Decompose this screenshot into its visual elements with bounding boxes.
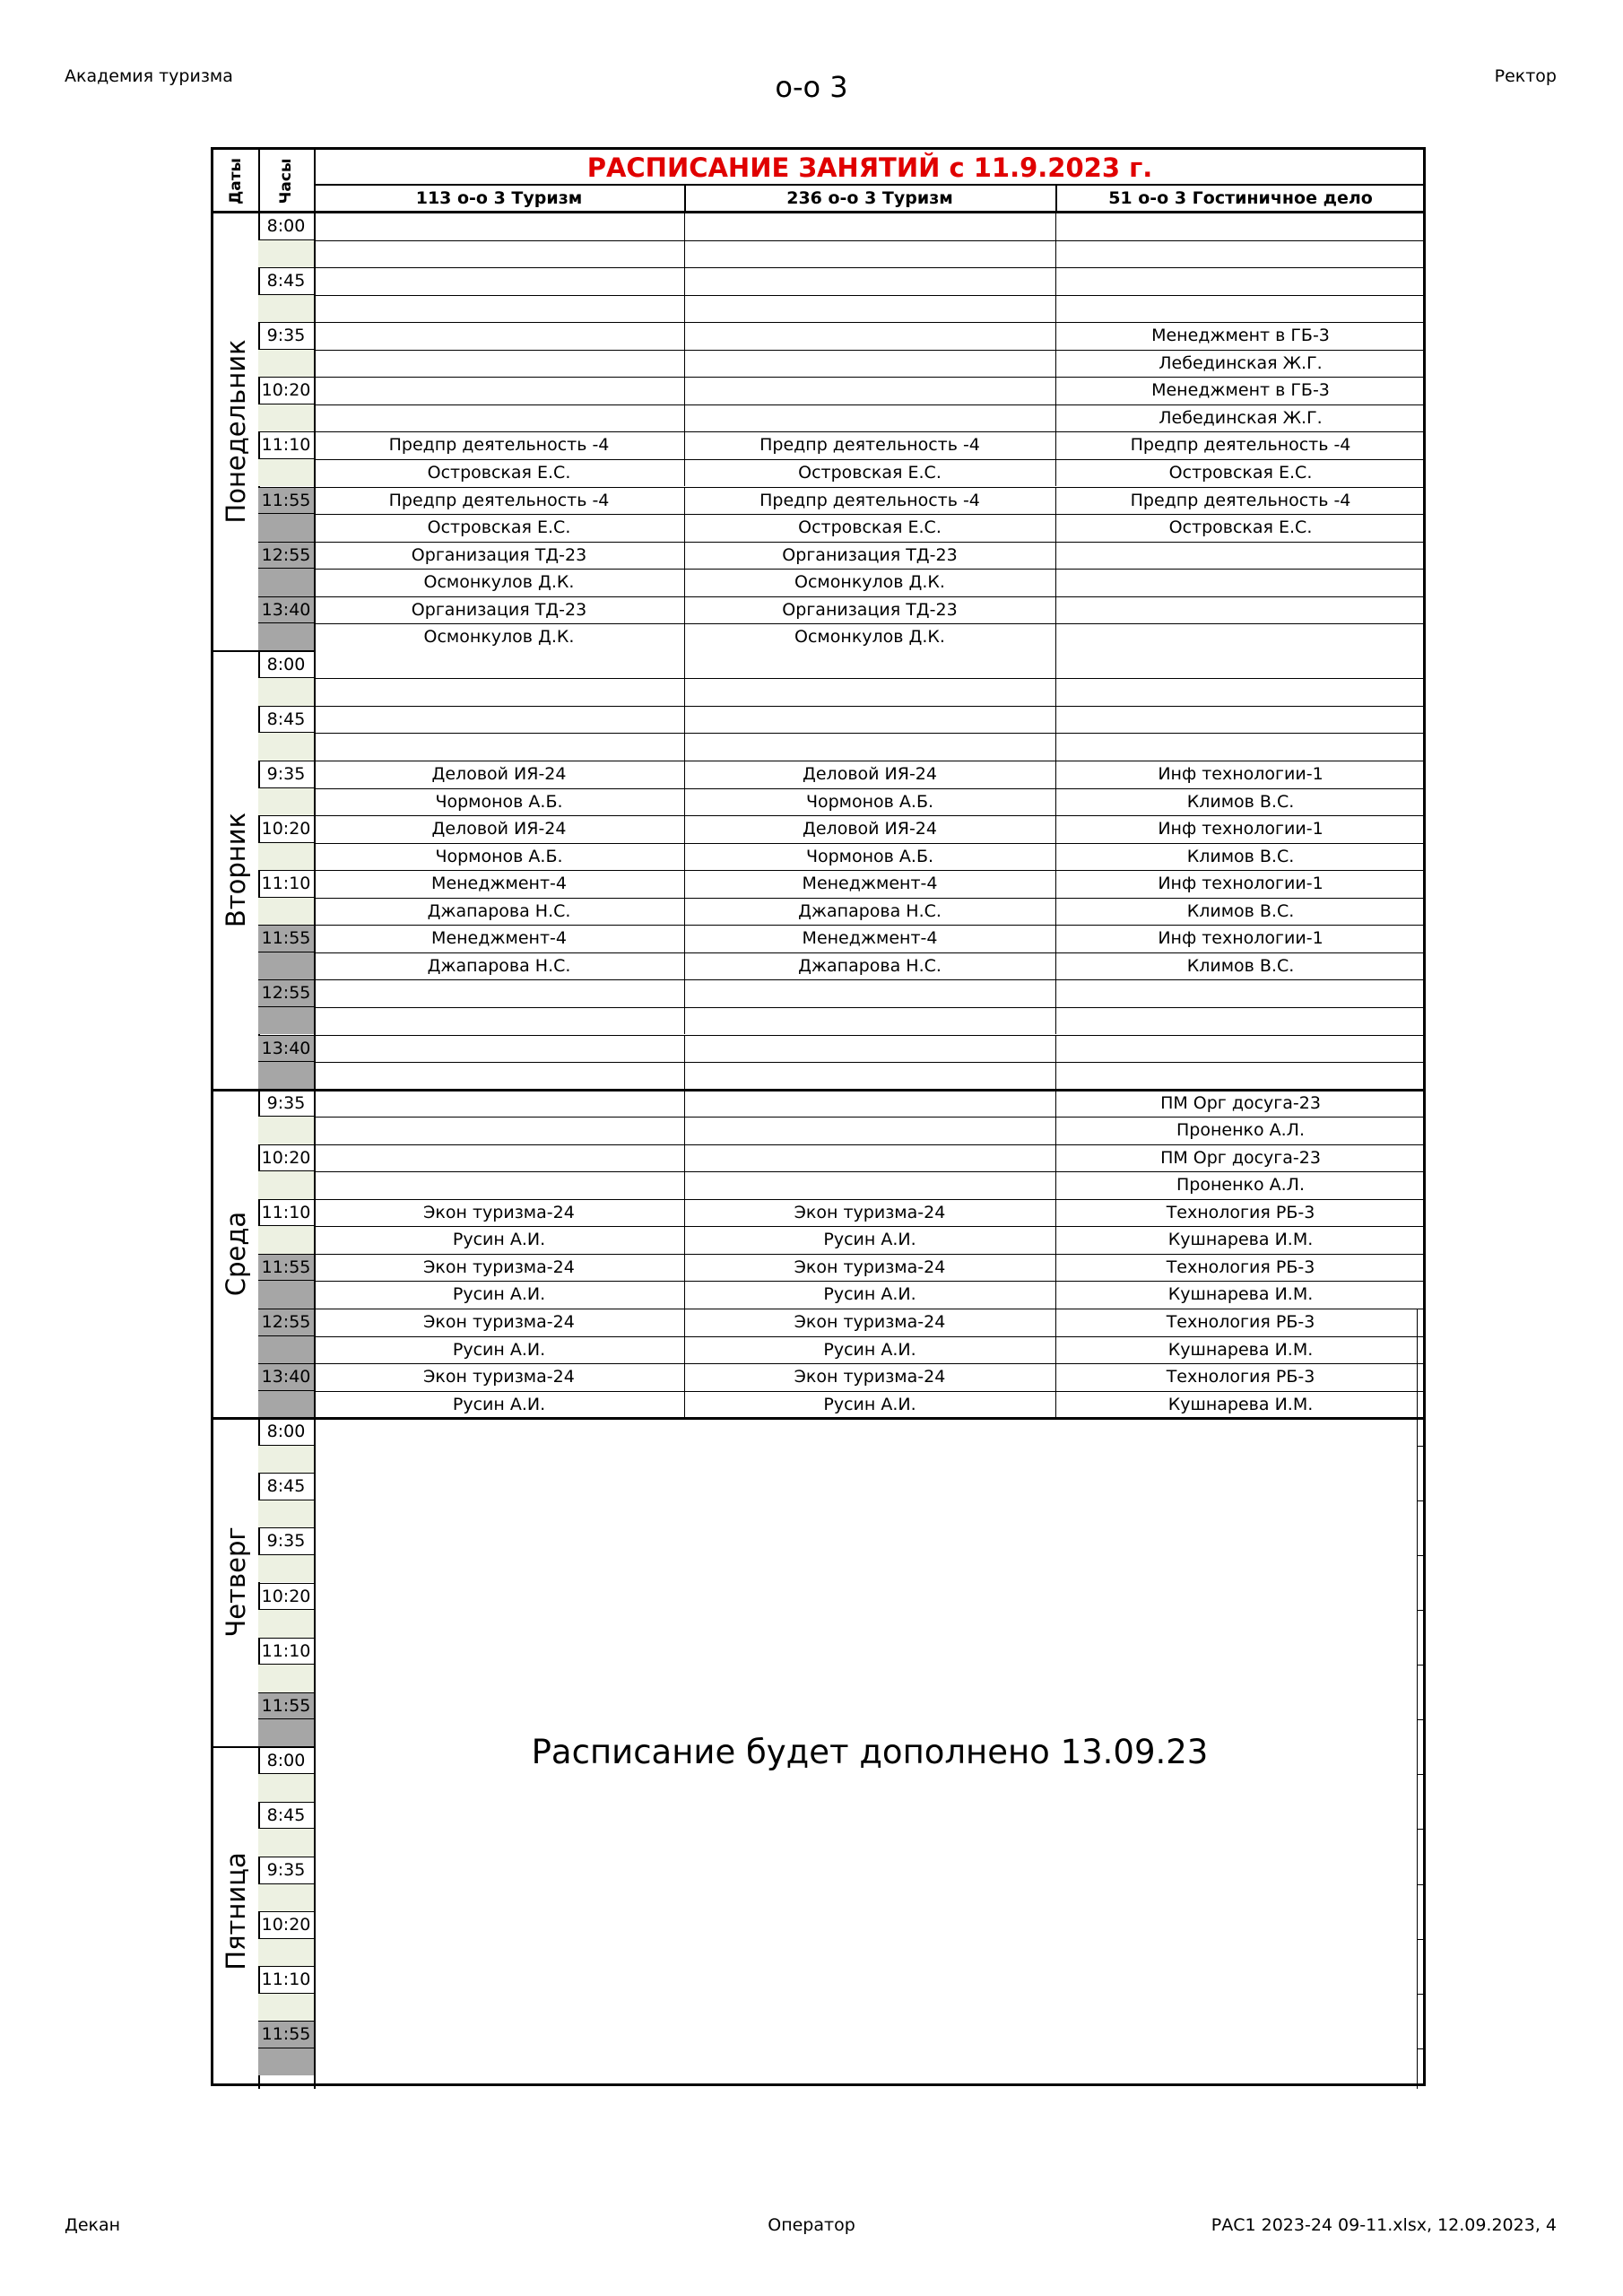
- subject-cell: Менеджмент-4: [431, 874, 567, 894]
- subject-cell: Экон туризма-24: [794, 1312, 946, 1332]
- hour-shade: [258, 1555, 314, 1583]
- rector-label: Ректор: [1494, 66, 1557, 86]
- slot-divider-hours: [258, 1144, 314, 1145]
- col-line: [1055, 706, 1056, 761]
- time-label: 11:10: [261, 435, 311, 456]
- hour-shade: [258, 1939, 314, 1967]
- header-rule-title: [314, 184, 1426, 186]
- time-label: 13:40: [261, 1038, 311, 1058]
- time-rule: [258, 239, 314, 240]
- teacher-cell: Чормонов А.Б.: [805, 791, 934, 812]
- slot-divider-hours: [258, 377, 314, 378]
- slot-divider-hours: [258, 487, 314, 488]
- time-label: 11:10: [261, 1202, 311, 1222]
- col-edge-tick: [1417, 1829, 1426, 1830]
- time-rule: [258, 568, 314, 569]
- teacher-cell: Кушнарева И.М.: [1167, 1394, 1314, 1414]
- hour-shade: [258, 898, 314, 926]
- teacher-cell: Островская Е.С.: [1168, 462, 1313, 483]
- subject-cell: Предпр деятельность -4: [759, 435, 980, 456]
- teacher-cell: Чормонов А.Б.: [435, 846, 563, 866]
- col-edge-tick: [1417, 1939, 1426, 1940]
- teacher-cell: Лебединская Ж.Г.: [1159, 407, 1323, 428]
- hour-shade: [258, 350, 314, 378]
- time-label: 11:55: [261, 928, 311, 949]
- slot-divider-hours: [258, 1911, 314, 1912]
- teacher-cell: Кушнарева И.М.: [1167, 1339, 1314, 1360]
- day-label: [213, 1418, 258, 1747]
- col-line: [684, 322, 685, 377]
- time-label: 8:45: [266, 1805, 306, 1825]
- col-line: [684, 213, 685, 267]
- time-rule: [258, 294, 314, 295]
- time-label: 8:45: [266, 1476, 306, 1497]
- time-rule: [258, 622, 314, 623]
- subject-cell: Деловой ИЯ-24: [431, 764, 567, 784]
- col-line: [684, 979, 685, 1034]
- col-edge-tick: [1417, 2048, 1426, 2049]
- row-rule: [314, 240, 1426, 241]
- col-line-group1: [684, 184, 686, 213]
- hour-shade: [258, 1665, 314, 1692]
- subject-cell: Технология РБ-3: [1166, 1257, 1315, 1277]
- subject-cell: Деловой ИЯ-24: [803, 819, 937, 839]
- col-line: [684, 706, 685, 761]
- schedule-title: РАСПИСАНИЕ ЗАНЯТИЙ с 11.9.2023 г.: [586, 152, 1153, 183]
- time-label: 10:20: [261, 1915, 311, 1935]
- hour-shade: [258, 788, 314, 816]
- teacher-cell: Русин А.И.: [452, 1284, 546, 1305]
- teacher-cell: Кушнарева И.М.: [1167, 1230, 1314, 1250]
- col-line: [684, 1035, 685, 1090]
- day-separator: [213, 1417, 1426, 1420]
- subject-cell: Организация ТД-23: [782, 599, 958, 620]
- time-rule: [258, 732, 314, 733]
- col-edge-tick: [1417, 1884, 1426, 1885]
- time-label: 11:10: [261, 874, 311, 894]
- time-rule: [258, 1828, 314, 1829]
- time-label: 9:35: [266, 326, 306, 346]
- col-edge-tick: [1417, 1994, 1426, 1995]
- slot-divider-hours: [258, 1802, 314, 1803]
- time-rule: [258, 513, 314, 514]
- row-rule: [314, 1062, 1426, 1063]
- time-rule: [258, 897, 314, 898]
- row-rule: [314, 733, 1426, 734]
- slot-divider-hours: [258, 1473, 314, 1474]
- subject-cell: Экон туризма-24: [794, 1367, 946, 1387]
- time-label: 8:00: [266, 654, 306, 674]
- slot-rule: [314, 706, 1426, 707]
- row-rule: [314, 1007, 1426, 1008]
- hour-shade: [258, 1446, 314, 1474]
- hour-shade: [258, 240, 314, 268]
- group-header-2: 236 о-о 3 Туризм: [786, 188, 953, 208]
- subject-cell: Предпр деятельность -4: [388, 490, 610, 510]
- subject-cell: Организация ТД-23: [782, 544, 958, 565]
- col-line: [1055, 651, 1056, 706]
- teacher-cell: Чормонов А.Б.: [805, 846, 934, 866]
- teacher-cell: Осмонкулов Д.К.: [423, 627, 575, 648]
- day-name: Понедельник: [221, 339, 251, 524]
- slot-divider-hours: [258, 1638, 314, 1639]
- subject-cell: Инф технологии-1: [1158, 819, 1324, 839]
- time-label: 8:00: [266, 216, 306, 236]
- institution-name: Академия туризма: [65, 66, 233, 86]
- col-edge-tick: [1417, 1555, 1426, 1556]
- subject-cell: Организация ТД-23: [411, 599, 587, 620]
- hour-shade: [258, 1226, 314, 1254]
- time-label: 9:35: [266, 1860, 306, 1880]
- teacher-cell: Джапарова Н.С.: [427, 900, 571, 921]
- col-line: [1055, 1035, 1056, 1090]
- subject-cell: Экон туризма-24: [423, 1312, 575, 1332]
- hour-shade: [258, 1829, 314, 1857]
- slot-divider-hours: [258, 431, 314, 432]
- time-label: 11:10: [261, 1970, 311, 1990]
- subject-cell: Менеджмент-4: [431, 928, 567, 949]
- time-label: 8:45: [266, 271, 306, 291]
- col-edge-tick: [1417, 1719, 1426, 1720]
- slot-divider-hours: [258, 1747, 314, 1748]
- time-rule: [258, 349, 314, 350]
- subject-cell: Деловой ИЯ-24: [803, 764, 937, 784]
- teacher-cell: Русин А.И.: [823, 1394, 916, 1414]
- time-rule: [258, 1938, 314, 1939]
- dates-column-header: Даты: [227, 158, 245, 204]
- slot-divider-hours: [258, 267, 314, 268]
- operator-label: Оператор: [768, 2215, 855, 2235]
- time-label: 11:55: [261, 1695, 311, 1716]
- hour-shade: [258, 1994, 314, 2022]
- slot-divider-hours: [258, 925, 314, 926]
- time-rule: [258, 1773, 314, 1774]
- hour-shade: [258, 1884, 314, 1912]
- slot-rule: [314, 979, 1426, 980]
- teacher-cell: Климов В.С.: [1186, 900, 1295, 921]
- time-label: 8:45: [266, 709, 306, 729]
- subject-cell: Менеджмент в ГБ-3: [1151, 326, 1330, 346]
- subject-cell: Предпр деятельность -4: [1130, 435, 1351, 456]
- day-label: [213, 1090, 258, 1419]
- day-name: Пятница: [221, 1852, 251, 1970]
- col-edge-tick: [1417, 1774, 1426, 1775]
- teacher-cell: Островская Е.С.: [1168, 517, 1313, 538]
- hour-shade: [258, 459, 314, 487]
- slot-divider-hours: [258, 1254, 314, 1255]
- day-name: Среда: [221, 1211, 251, 1297]
- teacher-cell: Осмонкулов Д.К.: [794, 572, 945, 593]
- teacher-cell: Кушнарева И.М.: [1167, 1284, 1314, 1305]
- col-line: [684, 1090, 685, 1144]
- day-name: Вторник: [221, 813, 251, 928]
- time-rule: [258, 842, 314, 843]
- slot-divider-hours: [258, 1363, 314, 1364]
- col-line: [684, 651, 685, 706]
- teacher-cell: Проненко А.Л.: [1176, 1175, 1305, 1196]
- time-label: 10:20: [261, 1586, 311, 1606]
- slot-divider-hours: [258, 1418, 314, 1419]
- col-line: [1055, 979, 1056, 1034]
- time-label: 11:55: [261, 2024, 311, 2045]
- time-rule: [258, 1718, 314, 1719]
- day-label: [213, 651, 258, 1090]
- hours-column-header: Часы: [277, 158, 295, 204]
- col-edge-tick: [1417, 1500, 1426, 1501]
- subject-cell: ПМ Орг досуга-23: [1160, 1092, 1321, 1113]
- subject-cell: Технология РБ-3: [1166, 1202, 1315, 1222]
- day-name: Четверг: [221, 1526, 251, 1639]
- file-info: РАС1 2023-24 09-11.xlsx, 12.09.2023, 4: [1211, 2215, 1557, 2235]
- teacher-cell: Джапарова Н.С.: [798, 955, 942, 976]
- hour-shade: [258, 1500, 314, 1528]
- slot-divider-hours: [258, 651, 314, 652]
- subject-cell: Экон туризма-24: [423, 1257, 575, 1277]
- slot-rule: [314, 267, 1426, 268]
- col-line: [1055, 213, 1056, 267]
- teacher-cell: Джапарова Н.С.: [427, 955, 571, 976]
- subject-cell: Экон туризма-24: [423, 1367, 575, 1387]
- time-rule: [258, 1609, 314, 1610]
- teacher-cell: Джапарова Н.С.: [798, 900, 942, 921]
- subject-cell: Предпр деятельность -4: [759, 490, 980, 510]
- time-rule: [258, 1335, 314, 1336]
- teacher-cell: Климов В.С.: [1186, 846, 1295, 866]
- col-line: [684, 267, 685, 322]
- time-label: 11:55: [261, 1257, 311, 1277]
- col-edge-tick: [1417, 1446, 1426, 1447]
- time-rule: [258, 1445, 314, 1446]
- time-label: 9:35: [266, 1092, 306, 1113]
- teacher-cell: Лебединская Ж.Г.: [1159, 352, 1323, 373]
- subject-cell: Инф технологии-1: [1158, 874, 1324, 894]
- subject-cell: Инф технологии-1: [1158, 928, 1324, 949]
- time-label: 12:55: [261, 1312, 311, 1332]
- teacher-cell: Островская Е.С.: [798, 517, 942, 538]
- time-label: 8:00: [266, 1422, 306, 1442]
- row-rule: [314, 678, 1426, 679]
- time-label: 9:35: [266, 764, 306, 784]
- hour-shade: [258, 295, 314, 323]
- time-rule: [258, 1061, 314, 1062]
- teacher-cell: Островская Е.С.: [798, 462, 942, 483]
- time-rule: [258, 1554, 314, 1555]
- empty-area-right: [1417, 1309, 1418, 2089]
- day-label: [213, 1747, 258, 2076]
- slot-divider-hours: [258, 1527, 314, 1528]
- time-label: 13:40: [261, 1367, 311, 1387]
- time-label: 13:40: [261, 599, 311, 620]
- subject-cell: Экон туризма-24: [423, 1202, 575, 1222]
- time-label: 10:20: [261, 1147, 311, 1168]
- col-line: [1055, 542, 1056, 596]
- time-label: 10:20: [261, 380, 311, 401]
- slot-divider-hours: [258, 1692, 314, 1693]
- hour-shade: [258, 1171, 314, 1199]
- time-rule: [258, 1116, 314, 1117]
- hour-shade: [258, 404, 314, 432]
- subject-cell: ПМ Орг досуга-23: [1160, 1147, 1321, 1168]
- teacher-cell: Климов В.С.: [1186, 955, 1295, 976]
- schedule-table: [211, 147, 1426, 2086]
- hour-shade: [258, 678, 314, 706]
- teacher-cell: Климов В.С.: [1186, 791, 1295, 812]
- subject-cell: Деловой ИЯ-24: [431, 819, 567, 839]
- slot-divider-hours: [258, 1035, 314, 1036]
- subject-cell: Технология РБ-3: [1166, 1312, 1315, 1332]
- time-label: 11:55: [261, 490, 311, 510]
- time-rule: [258, 1883, 314, 1884]
- time-rule: [258, 1170, 314, 1171]
- teacher-cell: Русин А.И.: [452, 1394, 546, 1414]
- subject-cell: Менеджмент в ГБ-3: [1151, 380, 1330, 401]
- col-line: [1055, 267, 1056, 322]
- slot-divider-hours: [258, 542, 314, 543]
- group-header-1: 113 о-о 3 Туризм: [415, 188, 583, 208]
- teacher-cell: Проненко А.Л.: [1176, 1120, 1305, 1141]
- time-label: 10:20: [261, 819, 311, 839]
- hour-shade: [258, 1610, 314, 1638]
- time-label: 12:55: [261, 983, 311, 1004]
- slot-divider-hours: [258, 706, 314, 707]
- subject-cell: Инф технологии-1: [1158, 764, 1324, 784]
- slot-divider-hours: [258, 1583, 314, 1584]
- row-rule: [314, 295, 1426, 296]
- time-label: 8:00: [266, 1750, 306, 1770]
- page-title: о-о 3: [775, 70, 848, 104]
- teacher-cell: Чормонов А.Б.: [435, 791, 563, 812]
- col-edge-tick: [1417, 1610, 1426, 1611]
- time-rule: [258, 1993, 314, 1994]
- teacher-cell: Осмонкулов Д.К.: [423, 572, 575, 593]
- time-rule: [258, 1390, 314, 1391]
- time-rule: [258, 1664, 314, 1665]
- subject-cell: Организация ТД-23: [411, 544, 587, 565]
- hour-shade: [258, 1774, 314, 1802]
- subject-cell: Предпр деятельность -4: [388, 435, 610, 456]
- time-rule: [258, 1225, 314, 1226]
- group-header-3: 51 о-о 3 Гостиничное дело: [1108, 188, 1373, 208]
- slot-divider-hours: [258, 596, 314, 597]
- teacher-cell: Островская Е.С.: [427, 517, 571, 538]
- slot-divider-hours: [258, 979, 314, 980]
- schedule-notice: Расписание будет дополнено 13.09.23: [531, 1733, 1209, 1771]
- time-label: 12:55: [261, 544, 311, 565]
- subject-cell: Менеджмент-4: [802, 874, 938, 894]
- slot-divider-hours: [258, 1199, 314, 1200]
- time-label: 9:35: [266, 1531, 306, 1552]
- hour-shade: [258, 1117, 314, 1144]
- day-label: [213, 213, 258, 651]
- teacher-cell: Русин А.И.: [823, 1339, 916, 1360]
- time-rule: [258, 458, 314, 459]
- subject-cell: Предпр деятельность -4: [1130, 490, 1351, 510]
- slot-divider-hours: [258, 1966, 314, 1967]
- teacher-cell: Островская Е.С.: [427, 462, 571, 483]
- teacher-cell: Русин А.И.: [452, 1230, 546, 1250]
- time-rule: [258, 677, 314, 678]
- hour-shade: [258, 843, 314, 871]
- time-label: 11:10: [261, 1640, 311, 1661]
- subject-cell: Экон туризма-24: [794, 1202, 946, 1222]
- slot-divider-hours: [258, 815, 314, 816]
- col-line-group2: [1055, 184, 1057, 213]
- hour-shade: [258, 733, 314, 761]
- teacher-cell: Русин А.И.: [452, 1339, 546, 1360]
- slot-divider-hours: [258, 2021, 314, 2022]
- slot-rule: [314, 1035, 1426, 1036]
- col-line: [1055, 596, 1056, 651]
- time-rule: [258, 1280, 314, 1281]
- subject-cell: Технология РБ-3: [1166, 1367, 1315, 1387]
- col-line: [684, 1144, 685, 1199]
- time-rule: [258, 1006, 314, 1007]
- subject-cell: Экон туризма-24: [794, 1257, 946, 1277]
- slot-divider-hours: [258, 322, 314, 323]
- col-line: [684, 377, 685, 431]
- subject-cell: Менеджмент-4: [802, 928, 938, 949]
- slot-divider-hours: [258, 1090, 314, 1091]
- header-rule-bottom: [213, 211, 1426, 213]
- slot-divider-hours: [258, 870, 314, 871]
- teacher-cell: Русин А.И.: [823, 1284, 916, 1305]
- teacher-cell: Русин А.И.: [823, 1230, 916, 1250]
- dean-label: Декан: [65, 2215, 121, 2235]
- teacher-cell: Осмонкулов Д.К.: [794, 627, 945, 648]
- time-rule: [258, 787, 314, 788]
